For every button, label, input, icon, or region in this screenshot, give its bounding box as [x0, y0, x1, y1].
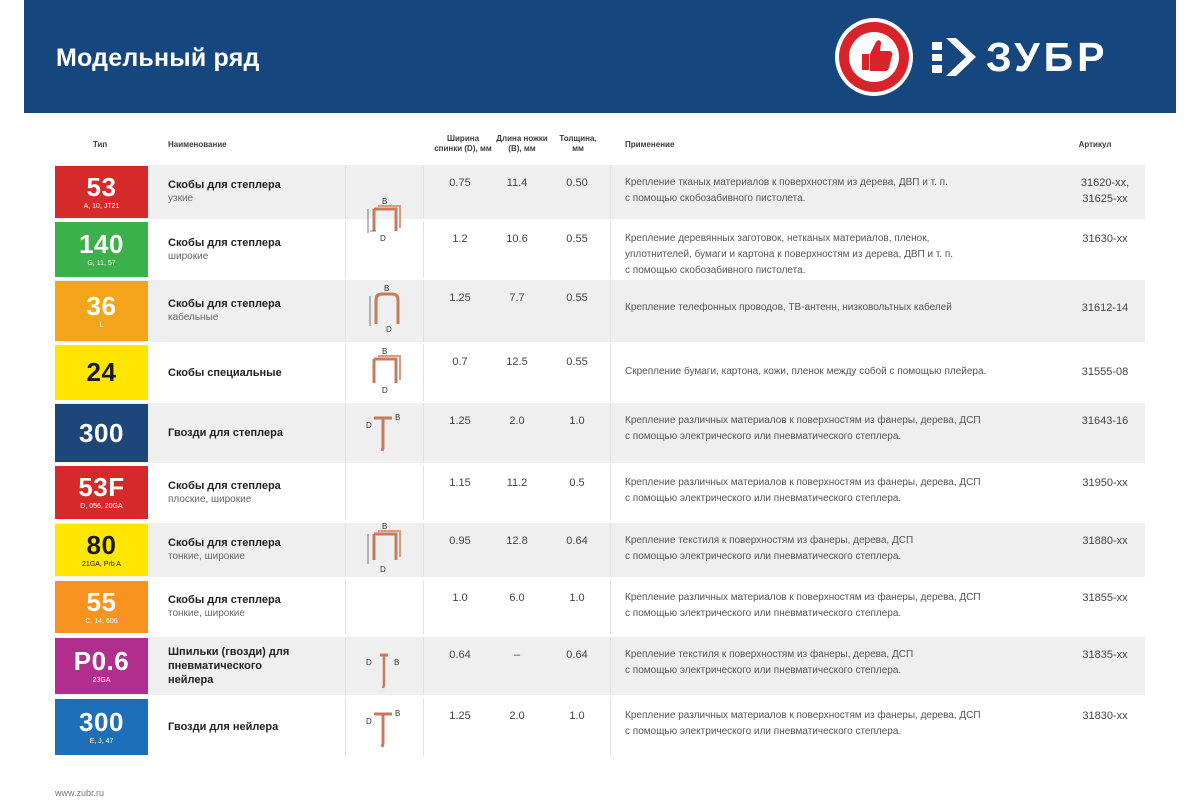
product-name-sub: тонкие, широкие — [168, 551, 245, 562]
column-divider — [423, 580, 424, 634]
pin-diagram-icon — [362, 645, 408, 691]
type-code: 300 — [79, 417, 124, 448]
column-divider — [345, 698, 346, 756]
column-divider — [345, 344, 346, 401]
value-thickness: 0.5 — [569, 477, 585, 489]
product-name — [168, 645, 308, 687]
column-divider — [610, 165, 611, 219]
application-text — [625, 647, 1055, 679]
value-length: 7.7 — [509, 292, 525, 304]
column-divider — [345, 580, 346, 634]
value-thickness: 0.55 — [566, 356, 588, 368]
type-code-aliases: L — [99, 321, 104, 329]
column-divider — [610, 637, 611, 695]
article-line: 31835-xx — [1082, 649, 1128, 661]
application-line: уплотнителей, бумаги и картона к поверхностям из дерева, ДВП и т. п. — [625, 249, 954, 260]
column-divider — [423, 523, 424, 577]
type-code-badge — [55, 281, 148, 341]
type-code: 53 — [86, 171, 117, 202]
type-code: 55 — [86, 586, 117, 617]
column-divider — [610, 580, 611, 634]
application-line: Крепление текстиля к поверхностям из фанеры, дерева, ДСП — [625, 535, 914, 546]
column-divider — [423, 344, 424, 401]
column-divider — [345, 221, 346, 278]
application-text — [625, 300, 1055, 316]
nail-diagram-icon — [362, 408, 408, 454]
article-number — [1065, 231, 1145, 247]
value-length: 10.6 — [506, 233, 528, 245]
column-divider — [345, 280, 346, 342]
table-header — [0, 126, 1200, 162]
type-code-badge — [55, 466, 148, 519]
svg-text:B: B — [382, 197, 388, 206]
product-name — [168, 366, 308, 380]
value-width: 0.7 — [452, 356, 468, 368]
svg-text:D: D — [380, 565, 386, 574]
value-thickness: 0.55 — [566, 292, 588, 304]
column-type: Тип — [92, 140, 108, 149]
type-code-aliases: 23GA — [92, 676, 111, 684]
special-staple-diagram-icon — [362, 345, 412, 395]
product-name-sub: широкие — [168, 251, 209, 262]
application-text — [625, 413, 1055, 445]
article-line: 31620-xx, — [1080, 177, 1130, 189]
column-divider — [345, 637, 346, 695]
column-name: Наименование — [168, 140, 227, 149]
application-line: с помощью электрического или пневматического степлера. — [625, 551, 902, 562]
type-code-aliases: G, 11, 57 — [87, 260, 116, 267]
article-number — [1065, 708, 1145, 724]
product-name-main: Гвозди для степлера — [168, 427, 283, 439]
application-line: с помощью электрического или пневматического степлера. — [625, 431, 902, 442]
svg-text:B: B — [384, 284, 390, 293]
product-name-main: Скобы для степлера — [168, 480, 281, 492]
type-code: 80 — [86, 529, 117, 560]
value-thickness: 1.0 — [569, 592, 585, 604]
zubr-arrow-logo-icon — [930, 34, 980, 80]
value-width: 1.25 — [449, 710, 471, 722]
application-line: Крепление текстиля к поверхностям из фанеры, дерева, ДСП — [625, 649, 914, 660]
application-text — [625, 533, 1055, 565]
application-line: Крепление различных материалов к поверхностям из фанеры, дерева, ДСП — [625, 415, 981, 426]
value-thickness: 0.64 — [566, 649, 588, 661]
value-thickness: 1.0 — [569, 710, 585, 722]
article-line: 31555-08 — [1081, 366, 1129, 378]
application-line: с помощью электрического или пневматического степлера. — [625, 665, 902, 676]
type-code-badge — [55, 166, 148, 218]
value-length: 6.0 — [509, 592, 525, 604]
article-number — [1065, 647, 1145, 663]
article-line: 31855-xx — [1082, 592, 1128, 604]
application-text — [625, 708, 1055, 740]
product-name-sub: плоские, широкие — [168, 494, 252, 505]
column-divider — [610, 221, 611, 278]
column-application: Применение — [625, 140, 675, 149]
svg-text:D: D — [386, 325, 392, 334]
application-text — [625, 175, 1055, 207]
column-article: Артикул — [1078, 140, 1112, 149]
svg-text:B: B — [394, 658, 400, 667]
table-row — [55, 280, 1145, 342]
column-divider — [423, 465, 424, 520]
type-code-badge — [55, 699, 148, 755]
article-number — [1065, 590, 1145, 606]
application-line: Крепление тканых материалов к поверхностям из дерева, ДВП и т. п. — [625, 177, 948, 188]
value-width: 0.95 — [449, 535, 471, 547]
application-line: Скрепление бумаги, картона, кожи, пленок между собой с помощью плейера. — [625, 366, 987, 377]
type-code-badge — [55, 524, 148, 576]
column-divider — [423, 165, 424, 219]
column-divider — [610, 403, 611, 463]
product-name — [168, 426, 308, 440]
type-code: 300 — [79, 706, 124, 737]
product-name-sub: тонкие, широкие — [168, 608, 245, 619]
svg-text:D: D — [366, 658, 372, 667]
value-width: 1.0 — [452, 592, 468, 604]
column-divider — [610, 280, 611, 342]
footer-url: www.zubr.ru — [55, 788, 105, 798]
application-text — [625, 364, 1055, 380]
column-divider — [423, 698, 424, 756]
application-line: с помощью электрического или пневматического степлера. — [625, 726, 902, 737]
table-row — [55, 637, 1145, 695]
svg-text:D: D — [366, 421, 372, 430]
brand-name: ЗУБР — [986, 34, 1109, 80]
article-line: 31625-xx — [1082, 193, 1128, 205]
product-name — [168, 720, 308, 734]
value-thickness: 0.64 — [566, 535, 588, 547]
value-width: 1.15 — [449, 477, 471, 489]
table-row — [55, 344, 1145, 401]
brand-logo — [930, 34, 1108, 80]
type-code: 140 — [79, 229, 124, 259]
article-line: 31830-xx — [1082, 710, 1128, 722]
value-width: 1.25 — [449, 415, 471, 427]
article-number — [1065, 175, 1145, 207]
type-code-aliases: D, 056, 20GA — [80, 503, 123, 510]
application-line: Крепление деревянных заготовок, нетканых материалов, пленок, — [625, 233, 930, 244]
svg-text:D: D — [366, 717, 372, 726]
value-length: 12.5 — [506, 356, 528, 368]
nail-diagram-icon — [362, 704, 408, 750]
table-row — [55, 165, 1145, 219]
article-line: 31643-16 — [1081, 415, 1129, 427]
column-divider — [423, 280, 424, 342]
column-length: Длина ножки (B), мм — [496, 134, 548, 153]
column-divider — [345, 465, 346, 520]
value-width: 1.2 — [452, 233, 468, 245]
article-number — [1065, 300, 1145, 316]
type-code: 24 — [86, 357, 117, 387]
application-line: Крепление различных материалов к поверхностям из фанеры, дерева, ДСП — [625, 710, 981, 721]
table-row — [55, 465, 1145, 520]
type-code: 36 — [86, 290, 117, 321]
svg-text:B: B — [382, 522, 388, 531]
application-text — [625, 475, 1055, 507]
product-name-main: Скобы для степлера — [168, 537, 281, 549]
product-name — [168, 593, 308, 621]
value-length: 11.2 — [506, 477, 528, 489]
application-line: Крепление различных материалов к поверхностям из фанеры, дерева, ДСП — [625, 477, 981, 488]
table-row — [55, 221, 1145, 278]
svg-text:B: B — [395, 709, 401, 718]
type-code-aliases: E, J, 47 — [89, 737, 114, 745]
type-code-aliases: A, 10, JT21 — [83, 202, 120, 210]
value-width: 0.64 — [449, 649, 471, 661]
product-name — [168, 536, 308, 564]
table-row — [55, 580, 1145, 634]
value-thickness: 1.0 — [569, 415, 585, 427]
article-line: 31950-xx — [1082, 477, 1128, 489]
value-thickness: 0.50 — [566, 177, 588, 189]
svg-text:D: D — [382, 386, 388, 395]
type-code-badge — [55, 404, 148, 462]
value-thickness: 0.55 — [566, 233, 588, 245]
application-text — [625, 231, 1055, 279]
article-number — [1065, 475, 1145, 491]
article-line: 31612-14 — [1081, 302, 1129, 314]
cable-staple-diagram-icon — [362, 282, 412, 334]
type-code: P0.6 — [73, 645, 130, 676]
table-row — [55, 403, 1145, 463]
value-length: 2.0 — [509, 710, 525, 722]
type-code-badge — [55, 581, 148, 633]
column-divider — [610, 523, 611, 577]
application-line: Крепление телефонных проводов, ТВ-антенн, низковольтных кабелей — [625, 302, 952, 313]
product-name-main: Скобы для степлера — [168, 594, 281, 606]
type-code: 53F — [78, 472, 125, 502]
product-name — [168, 178, 308, 206]
product-name-sub: кабельные — [168, 312, 219, 323]
type-code-badge — [55, 638, 148, 694]
column-divider — [345, 165, 346, 219]
application-text — [625, 590, 1055, 622]
value-width: 1.25 — [449, 292, 471, 304]
application-line: с помощью электрического или пневматического степлера. — [625, 493, 902, 504]
svg-text:D: D — [380, 234, 386, 243]
value-length: 2.0 — [509, 415, 525, 427]
article-line: 31880-xx — [1082, 535, 1128, 547]
value-width: 0.75 — [449, 177, 471, 189]
product-name — [168, 297, 308, 325]
column-divider — [345, 523, 346, 577]
column-divider — [423, 221, 424, 278]
column-divider — [610, 698, 611, 756]
application-line: с помощью скобозабивного пистолета. — [625, 193, 806, 204]
svg-text:B: B — [395, 413, 401, 422]
type-code-badge — [55, 222, 148, 277]
application-line: с помощью скобозабивного пистолета. — [625, 265, 806, 276]
product-name-main: Скобы для степлера — [168, 298, 281, 310]
product-name-main: Скобы для степлера — [168, 179, 281, 191]
type-code-aliases: C, 14, 606 — [85, 617, 118, 625]
column-divider — [610, 465, 611, 520]
value-length: 11.4 — [506, 177, 528, 189]
column-divider — [610, 344, 611, 401]
application-line: с помощью электрического или пневматического степлера. — [625, 608, 902, 619]
header-banner — [24, 0, 1176, 113]
column-thickness: Толщина, мм — [559, 134, 597, 153]
type-code-badge — [55, 345, 148, 400]
article-line: 31630-xx — [1082, 233, 1128, 245]
article-number — [1065, 533, 1145, 549]
best-brand-thumbs-up-badge-icon — [835, 18, 913, 96]
article-number — [1065, 364, 1145, 380]
column-divider — [423, 637, 424, 695]
product-name-main: Скобы для степлера — [168, 237, 281, 249]
svg-text:B: B — [382, 347, 388, 356]
column-divider — [423, 403, 424, 463]
product-name-main: Скобы специальные — [168, 367, 282, 379]
product-name — [168, 236, 308, 264]
application-line: Крепление различных материалов к поверхностям из фанеры, дерева, ДСП — [625, 592, 981, 603]
table-row — [55, 523, 1145, 577]
table-row — [55, 698, 1145, 756]
product-name — [168, 479, 308, 507]
column-divider — [345, 403, 346, 463]
article-number — [1065, 413, 1145, 429]
wide-staple-diagram-icon — [362, 520, 412, 576]
product-name-sub: узкие — [168, 193, 194, 204]
product-name-main: Шпильки (гвозди) для пневматического нейлера — [168, 646, 290, 686]
page-title: Модельный ряд — [56, 44, 260, 72]
staple-diagram-icon — [362, 195, 412, 245]
value-length: – — [513, 649, 521, 661]
value-length: 12.8 — [506, 535, 528, 547]
product-name-main: Гвозди для нейлера — [168, 721, 279, 733]
column-width: Ширина спинки (D), мм — [434, 134, 492, 153]
type-code-aliases: 21GA, Prb A — [82, 560, 121, 568]
